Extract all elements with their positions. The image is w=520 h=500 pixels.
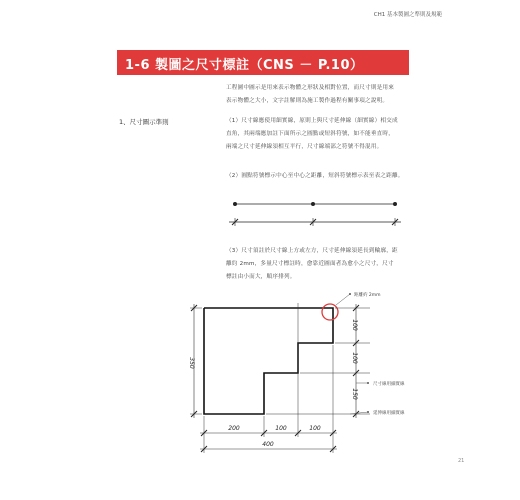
intro-line: 表示物體之大小，文字註解則為施工製作過程有關事項之說明。 [226,98,389,104]
item-3-paragraph [226,245,426,284]
dim-total-label: 350 [188,357,195,369]
item-2-paragraph: （2）圓點符號標示中心至中心之距離，短斜符號標示表至表之距離。 [226,173,404,179]
dot-terminator [393,202,397,206]
section-heading: 1-6 製圖之尺寸標註（CNS － P.10） [125,58,364,73]
item-line: （1）尺寸線應使用細實線，原則上與尺寸延伸線（細實線）相交成 [226,118,398,124]
intro-line: 工程圖中圖示是用來表示物體之形狀及相對位置，而尺寸則是用來 [226,85,395,91]
item-line: 直角，其兩端應加註下面所示之圓點或短斜符號，如不能垂直時， [226,131,395,137]
dot-terminator [311,202,315,206]
annotation-dimension-line: 尺寸線用細實線 [373,382,405,387]
dot-terminator [233,202,237,206]
dimension-line-examples [225,196,410,230]
item-line: 標註由小而大，順序排列。 [226,274,296,280]
page-number: 21 [458,458,465,464]
chapter-header: CH1 基本製圖之準則及規範 [373,12,442,18]
annotation-gap: 距離約 2mm [354,293,381,298]
page-header [0,0,520,22]
item-line: 離約 2mm，多量尺寸標註時，愈靠近圖面者為愈小之尺寸，尺寸 [226,261,394,267]
dim-label: 150 [351,388,358,400]
item-line: （3）尺寸須註於尺寸線上方或左方，尺寸延伸線須延長到輪廓，距 [226,248,398,254]
item-1-paragraph [226,115,426,154]
leader-line [350,412,368,414]
dim-total-label: 400 [262,441,274,448]
annotation-extension-line: 延伸線用細實線 [373,411,405,416]
dim-label: 100 [275,425,287,432]
intro-paragraph [226,82,426,108]
leader-line [336,294,350,305]
dim-label: 100 [351,319,358,331]
dim-label: 100 [351,352,358,364]
detail-circle [322,304,338,320]
dim-label: 200 [228,425,240,432]
item-line: 兩端之尺寸延伸線須相互平行，尺寸線端部之符號不得混用。 [226,144,383,150]
stepped-outline [204,308,333,414]
section-banner [117,50,409,75]
dimension-figure [170,285,470,470]
subsection-title: 1、尺寸圖示準則 [119,118,169,126]
dim-label: 100 [309,425,321,432]
